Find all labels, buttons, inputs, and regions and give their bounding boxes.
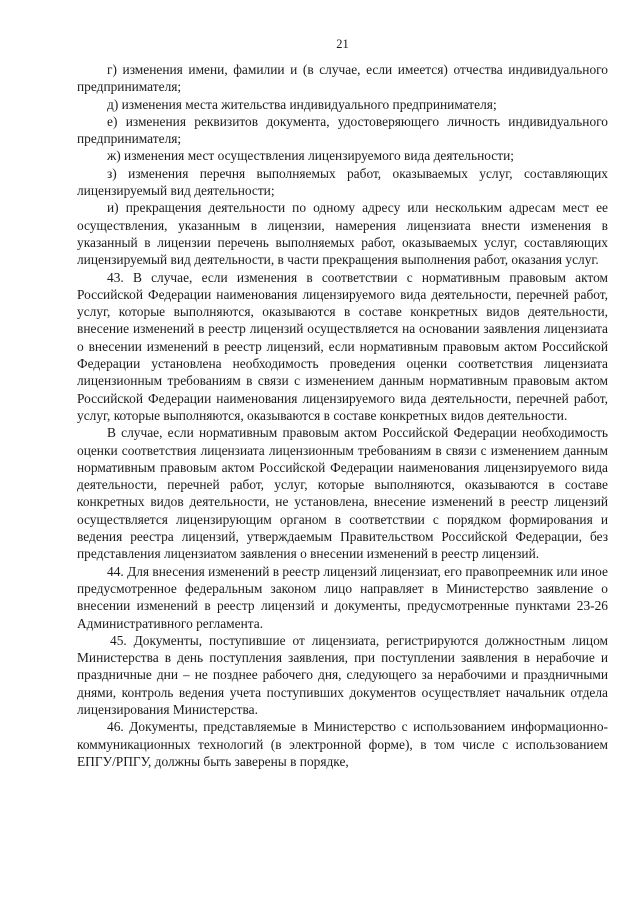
paragraph-44: 44. Для внесения изменений в реестр лицензий лицензиат, его правопреемник или иное предусмотренное федеральным законом лицо направляет в Министерство заявление о внесении изменений в реестр лицензий и документы, предусмотренные пунктами 23-26 Административного регламента. (77, 563, 608, 631)
paragraph-46: 46. Документы, представляемые в Министерство с использованием информационно-коммуникационных технологий (в электронной форме), в том числе с использованием ЕПГУ/РПГУ, должны быть заверены в порядке, (77, 719, 608, 769)
paragraph-43: 43. В случае, если изменения в соответствии с нормативным правовым актом Российской Федерации наименования лицензируемого вида деятельности, перечней работ, услуг, которые выполняются, оказываются в составе конкретных видов деятельности, внесение изменений в реестр лицензий осуществляется на основании заявления лицензиата о внесении изменений в реестр лицензий, если нормативным правовым актом Российской Федерации установлена необходимость проведения оценки соответствия лицензиата лицензионным требованиям в связи с изменением данным нормативным правовым актом Российской Федерации наименования лицензируемого вида деятельности, перечней работ, услуг, которые выполняются, оказываются в составе конкретных видов деятельности. (77, 269, 608, 423)
paragraph-item-g: г) изменения имени, фамилии и (в случае, если имеется) отчества индивидуального предпринимателя; (77, 62, 608, 95)
paragraph-45: 45. Документы, поступившие от лицензиата, регистрируются должностным лицом Министерства в день поступления заявления, при поступлении заявления в нерабочие и праздничные дни – не позднее рабочего дня, следующего за нерабочими и праздничными днями, контроль ведения учета поступивших документов осуществляет начальник отдела лицензирования Министерства. (77, 632, 608, 717)
document-page (77, 0, 608, 905)
paragraph-item-z: з) изменения перечня выполняемых работ, оказываемых услуг, составляющих лицензируемый вид деятельности; (77, 165, 608, 199)
paragraph-item-d: д) изменения места жительства индивидуального предпринимателя; (107, 96, 497, 112)
paragraph-item-i: и) прекращения деятельности по одному адресу или нескольким адресам мест ее осуществления, указанным в лицензии, намерения лицензиата внести изменения в указанный в лицензии перечень выполняемых работ, оказываемых услуг, составляющих лицензируемый вид деятельности, в части прекращения выполнения работ, оказания услуг. (77, 200, 608, 268)
paragraph-43-continued: В случае, если нормативным правовым актом Российской Федерации необходимость оценки соответствия лицензиата лицензионным требованиям в связи с изменением данным нормативным правовым актом Российской Федерации наименования лицензируемого вида деятельности, перечней работ, услуг, которые выполняются, оказываются в составе конкретных видов деятельности, не установлена, внесение изменений в реестр лицензий осуществляется лицензирующим органом в соответствии с порядком формирования и ведения реестра лицензий, утверждаемым Правительством Российской Федерации, без представления лицензиатом заявления о внесении изменений в реестр лицензий. (77, 425, 608, 562)
page-number: 21 (336, 37, 349, 51)
paragraph-item-zh: ж) изменения мест осуществления лицензируемого вида деятельности; (107, 148, 514, 164)
document-body (77, 61, 608, 770)
paragraph-item-e: е) изменения реквизитов документа, удостоверяющего личность индивидуального предпринимателя; (77, 113, 608, 147)
